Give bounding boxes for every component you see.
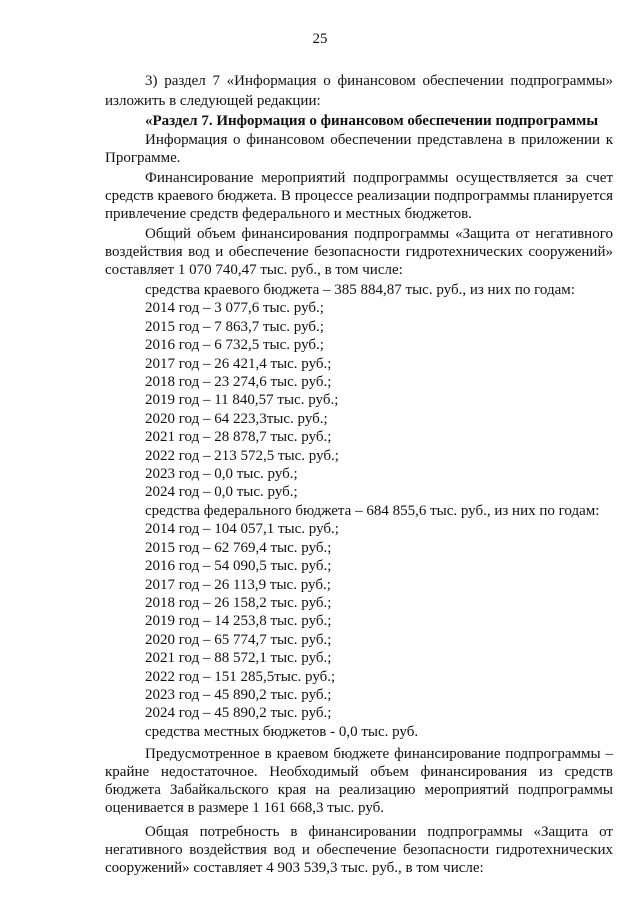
list-item: 2015 год – 62 769,4 тыс. руб.; [145, 539, 332, 556]
page-number: 25 [312, 31, 328, 47]
intro-line-1: 3) раздел 7 «Информация о финансовом обеспечении подпрограммы» [145, 73, 613, 89]
list-item: 2024 год – 45 890,2 тыс. руб.; [145, 705, 332, 722]
regional-budget-lead: средства краевого бюджета – 385 884,87 тыс. руб., из них по годам: [145, 282, 575, 298]
list-item: 2021 год – 88 572,1 тыс. руб.; [145, 650, 332, 667]
list-item: 2018 год – 23 274,6 тыс. руб.; [145, 374, 332, 391]
list-item: 2016 год – 6 732,5 тыс. руб.; [145, 337, 324, 354]
regional-budget-years [105, 299, 613, 501]
intro-line-2: изложить в следующей редакции: [105, 93, 321, 109]
list-item: 2016 год – 54 090,5 тыс. руб.; [145, 558, 332, 575]
paragraph-total-volume: Общий объем финансирования подпрограммы «Защита от негативного воздействия вод и обеспечение безопасности гидротехнических сооружений» составляет 1 070 740,47 тыс. руб., в том числе: [105, 226, 613, 278]
paragraph-total-need: Общая потребность в финансировании подпрограммы «Защита от негативного воздействия вод и обеспечение безопасности гидротехнических сооружений» составляет 4 903 539,3 тыс. руб., в том числе: [105, 824, 613, 877]
federal-budget-years [105, 520, 613, 722]
section-heading: «Раздел 7. Информация о финансовом обеспечении подпрограммы [145, 113, 599, 129]
list-item: 2020 год – 64 223,3тыс. руб.; [145, 410, 328, 427]
list-item: 2014 год – 104 057,1 тыс. руб.; [145, 521, 339, 538]
list-item: 2018 год – 26 158,2 тыс. руб.; [145, 594, 332, 611]
list-item: 2024 год – 0,0 тыс. руб.; [145, 484, 298, 501]
document-body [105, 72, 613, 879]
paragraph-financing-info: Информация о финансовом обеспечении представлена в приложении к Программе. [105, 132, 613, 166]
list-item: 2020 год – 65 774,7 тыс. руб.; [145, 631, 332, 648]
paragraph-financing-sources: Финансирование мероприятий подпрограммы осуществляется за счет средств краевого бюджета. В процессе реализации подпрограммы планируется привлечение средств федерального и местных бюджетов. [105, 170, 613, 222]
list-item: 2015 год – 7 863,7 тыс. руб.; [145, 318, 324, 335]
list-item: 2017 год – 26 421,4 тыс. руб.; [145, 355, 332, 372]
list-item: 2022 год – 213 572,5 тыс. руб.; [145, 447, 339, 464]
list-item: 2019 год – 11 840,57 тыс. руб.; [145, 392, 339, 409]
list-item: 2014 год – 3 077,6 тыс. руб.; [145, 300, 324, 317]
list-item: 2021 год – 28 878,7 тыс. руб.; [145, 429, 332, 446]
list-item: 2023 год – 0,0 тыс. руб.; [145, 466, 298, 483]
list-item: 2017 год – 26 113,9 тыс. руб.; [145, 576, 331, 593]
federal-budget-lead: средства федерального бюджета – 684 855,6 тыс. руб., из них по годам: [145, 502, 600, 519]
list-item: 2019 год – 14 253,8 тыс. руб.; [145, 613, 332, 630]
paragraph-insufficient-financing: Предусмотренное в краевом бюджете финансирование подпрограммы – крайне недостаточное. Необходимый объем финансирования из средств бюджета Забайкальского края на реализацию мероприятий подпрограммы оценивается в размере 1 161 668,3 тыс. руб. [105, 746, 613, 817]
list-item: 2022 год – 151 285,5тыс. руб.; [145, 668, 336, 685]
local-budget-line: средства местных бюджетов - 0,0 тыс. руб. [145, 723, 419, 740]
list-item: 2023 год – 45 890,2 тыс. руб.; [145, 686, 332, 703]
